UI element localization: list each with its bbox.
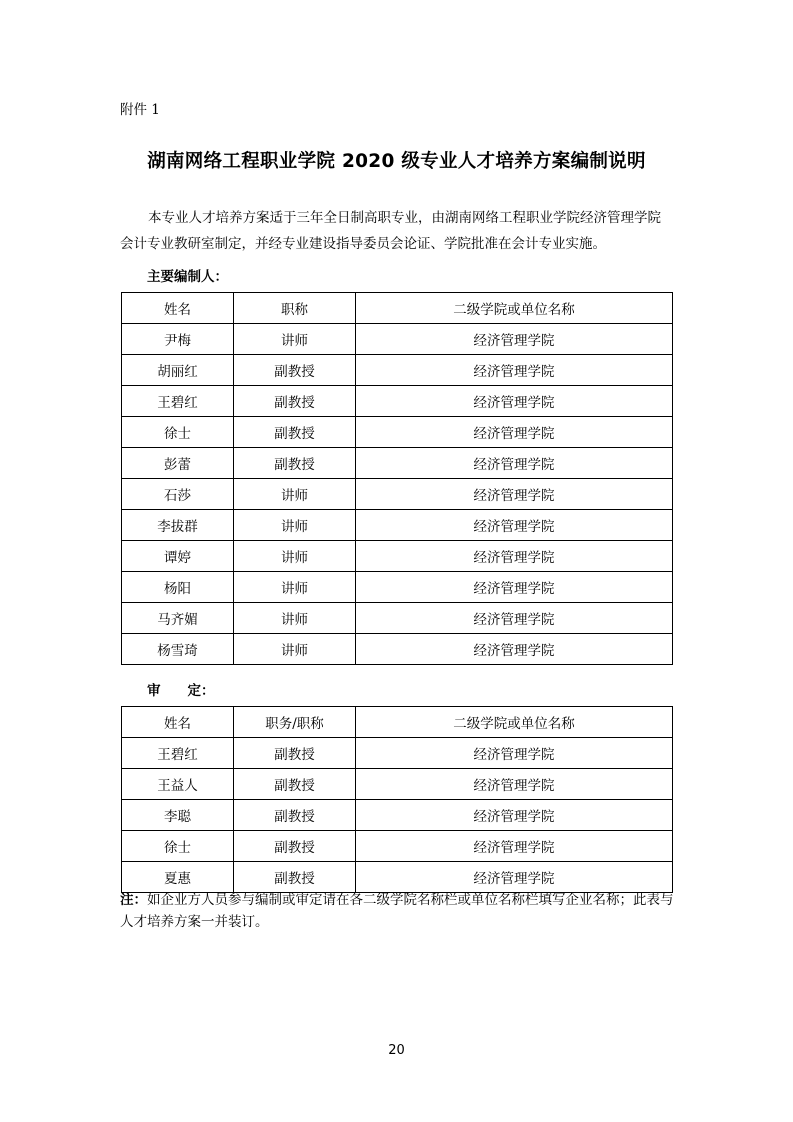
cell-title: 副教授 (234, 738, 356, 769)
cell-name: 徐士 (122, 417, 234, 448)
table-header-row (122, 707, 673, 738)
table-row (122, 448, 673, 479)
footnote-text: 如企业方人员参与编制或审定请在各二级学院名称栏或单位名称栏填写企业名称；此表与人才培养方案一并装订。 (120, 892, 674, 930)
cell-unit: 经济管理学院 (356, 831, 673, 862)
page-number: 20 (388, 1043, 405, 1058)
cell-title: 讲师 (234, 634, 356, 665)
table-row (122, 324, 673, 355)
cell-name: 尹梅 (122, 324, 234, 355)
cell-name: 李聪 (122, 800, 234, 831)
header-unit: 二级学院或单位名称 (356, 707, 673, 738)
table-row (122, 800, 673, 831)
reviewers-label: 审 定： (147, 683, 215, 699)
cell-title: 讲师 (234, 572, 356, 603)
cell-name: 杨阳 (122, 572, 234, 603)
cell-unit: 经济管理学院 (356, 769, 673, 800)
table-row (122, 634, 673, 665)
cell-title: 副教授 (234, 386, 356, 417)
cell-unit: 经济管理学院 (356, 862, 673, 893)
compilers-table (121, 292, 673, 665)
cell-unit: 经济管理学院 (356, 800, 673, 831)
cell-title: 副教授 (234, 417, 356, 448)
intro-paragraph: 本专业人才培养方案适于三年全日制高职专业，由湖南网络工程职业学院经济管理学院会计专业教研室制定，并经专业建设指导委员会论证、学院批准在会计专业实施。 (120, 210, 661, 252)
cell-unit: 经济管理学院 (356, 572, 673, 603)
cell-title: 讲师 (234, 541, 356, 572)
table-row (122, 417, 673, 448)
cell-name: 谭婷 (122, 541, 234, 572)
table-row (122, 510, 673, 541)
cell-unit: 经济管理学院 (356, 738, 673, 769)
cell-name: 胡丽红 (122, 355, 234, 386)
cell-unit: 经济管理学院 (356, 355, 673, 386)
table-row (122, 572, 673, 603)
table-row (122, 355, 673, 386)
cell-title: 副教授 (234, 800, 356, 831)
attachment-label: 附件 1 (120, 102, 160, 118)
cell-name: 李拔群 (122, 510, 234, 541)
cell-name: 王碧红 (122, 386, 234, 417)
cell-title: 副教授 (234, 769, 356, 800)
cell-name: 王碧红 (122, 738, 234, 769)
table-header-row (122, 293, 673, 324)
table-row (122, 386, 673, 417)
cell-unit: 经济管理学院 (356, 386, 673, 417)
table-row (122, 738, 673, 769)
cell-unit: 经济管理学院 (356, 417, 673, 448)
cell-unit: 经济管理学院 (356, 541, 673, 572)
table-row (122, 769, 673, 800)
cell-unit: 经济管理学院 (356, 603, 673, 634)
cell-unit: 经济管理学院 (356, 634, 673, 665)
cell-unit: 经济管理学院 (356, 448, 673, 479)
cell-unit: 经济管理学院 (356, 510, 673, 541)
header-name: 姓名 (122, 293, 234, 324)
table-row (122, 479, 673, 510)
table-row (122, 862, 673, 893)
cell-title: 讲师 (234, 324, 356, 355)
cell-title: 副教授 (234, 355, 356, 386)
cell-title: 副教授 (234, 448, 356, 479)
document-title: 湖南网络工程职业学院 2020 级专业人才培养方案编制说明 (147, 151, 646, 172)
compilers-label: 主要编制人： (147, 269, 228, 285)
header-unit: 二级学院或单位名称 (356, 293, 673, 324)
cell-name: 马齐媚 (122, 603, 234, 634)
cell-unit: 经济管理学院 (356, 324, 673, 355)
header-name: 姓名 (122, 707, 234, 738)
cell-name: 徐士 (122, 831, 234, 862)
cell-name: 石莎 (122, 479, 234, 510)
cell-title: 讲师 (234, 510, 356, 541)
cell-name: 王益人 (122, 769, 234, 800)
cell-name: 彭蕾 (122, 448, 234, 479)
reviewers-table (121, 706, 673, 893)
table-row (122, 831, 673, 862)
cell-title: 讲师 (234, 603, 356, 634)
footnote (120, 889, 676, 933)
cell-name: 夏惠 (122, 862, 234, 893)
cell-name: 杨雪琦 (122, 634, 234, 665)
header-title: 职称 (234, 293, 356, 324)
cell-title: 讲师 (234, 479, 356, 510)
cell-title: 副教授 (234, 862, 356, 893)
cell-title: 副教授 (234, 831, 356, 862)
footnote-prefix: 注： (120, 892, 147, 908)
table-row (122, 541, 673, 572)
cell-unit: 经济管理学院 (356, 479, 673, 510)
header-position: 职务/职称 (234, 707, 356, 738)
table-row (122, 603, 673, 634)
